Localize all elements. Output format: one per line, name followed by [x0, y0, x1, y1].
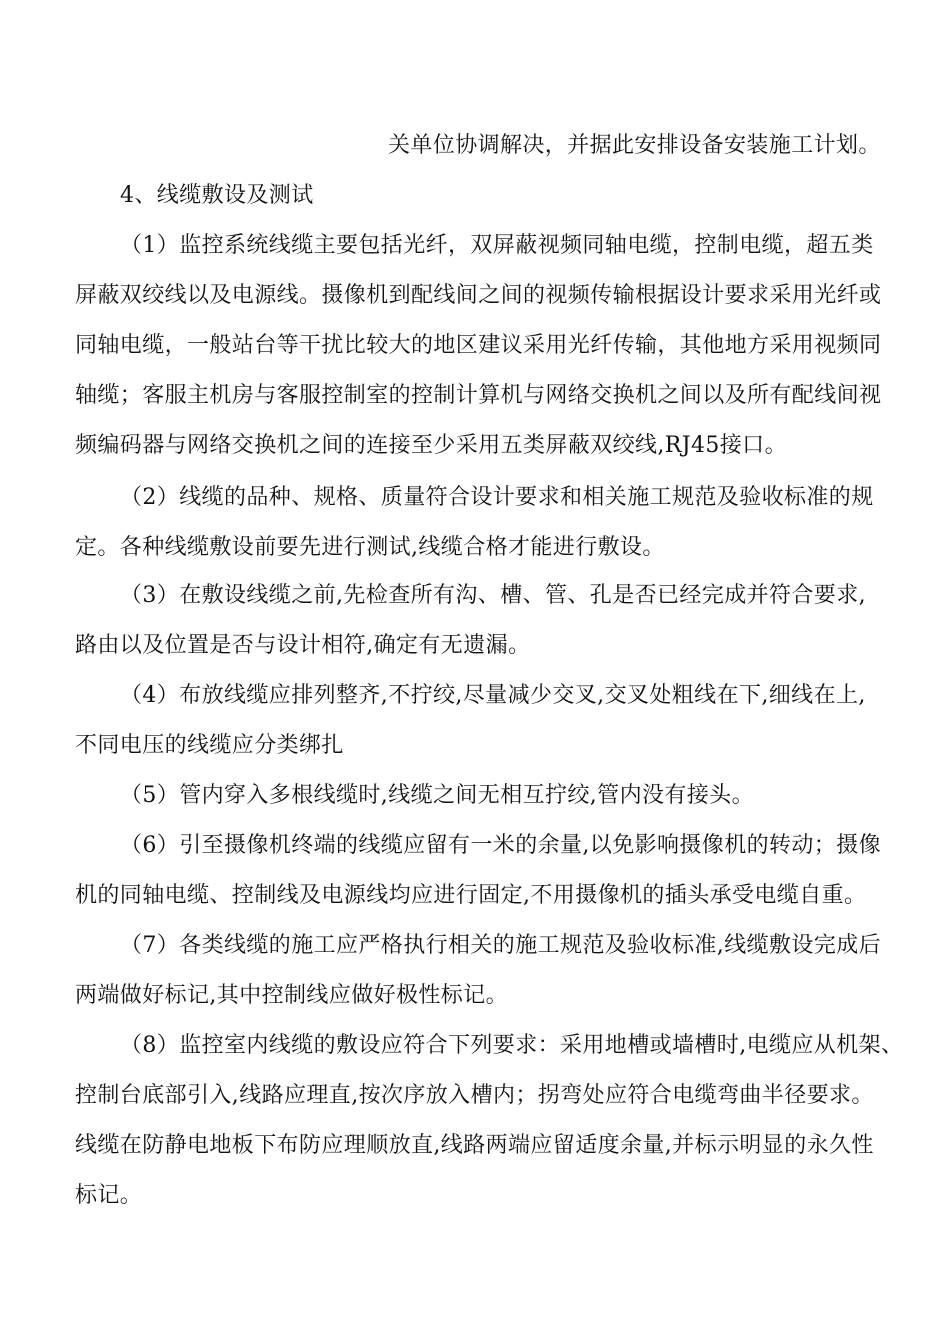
paragraph-1-line-2: 屏蔽双绞线以及电源线。摄像机到配线间之间的视频传输根据设计要求采用光纤或 — [75, 283, 882, 308]
paragraph-1-line-3: 同轴电缆，一般站台等干扰比较大的地区建议采用光纤传输，其他地方采用视频同 — [75, 333, 882, 358]
paragraph-1-line-4: 轴缆；客服主机房与客服控制室的控制计算机与网络交换机之间以及所有配线间视 — [75, 383, 882, 408]
paragraph-5-line-1: （5）管内穿入多根线缆时,线缆之间无相互拧绞,管内没有接头。 — [120, 783, 754, 808]
paragraph-8-line-4: 标记。 — [75, 1183, 143, 1208]
paragraph-3-line-1: （3）在敷设线缆之前,先检查所有沟、槽、管、孔是否已经完成并符合要求, — [120, 583, 866, 608]
paragraph-3-line-2: 路由以及位置是否与设计相符,确定有无遗漏。 — [75, 633, 531, 658]
paragraph-4-line-1: （4）布放线缆应排列整齐,不拧绞,尽量减少交叉,交叉处粗线在下,细线在上, — [120, 683, 866, 708]
paragraph-1-line-1: （1）监控系统线缆主要包括光纤，双屏蔽视频同轴电缆，控制电缆，超五类 — [120, 233, 874, 258]
paragraph-8-line-2: 控制台底部引入,线路应理直,按次序放入槽内；拐弯处应符合电缆弯曲半径要求。 — [75, 1083, 874, 1108]
continuation-line: 关单位协调解决，并据此安排设备安装施工计划。 — [388, 133, 881, 158]
paragraph-7-line-1: （7）各类线缆的施工应严格执行相关的施工规范及验收标准,线缆敷设完成后 — [120, 933, 881, 958]
section-heading: 4、线缆敷设及测试 — [120, 183, 314, 208]
paragraph-2-line-2: 定。各种线缆敷设前要先进行测试,线缆合格才能进行敷设。 — [75, 535, 665, 560]
paragraph-6-line-2: 机的同轴电缆、控制线及电源线均应进行固定,不用摄像机的插头承受电缆自重。 — [75, 883, 867, 908]
paragraph-1-line-5: 频编码器与网络交换机之间的连接至少采用五类屏蔽双绞线,RJ45接口。 — [75, 433, 787, 458]
paragraph-8-line-1: （8）监控室内线缆的敷设应符合下列要求：采用地槽或墙槽时,电缆应从机架、 — [120, 1033, 904, 1058]
paragraph-6-line-1: （6）引至摄像机终端的线缆应留有一米的余量,以免影响摄像机的转动；摄像 — [120, 833, 881, 858]
paragraph-7-line-2: 两端做好标记,其中控制线应做好极性标记。 — [75, 983, 508, 1008]
paragraph-8-line-3: 线缆在防静电地板下布防应理顺放直,线路两端应留适度余量,并标示明显的永久性 — [75, 1133, 874, 1158]
paragraph-4-line-2: 不同电压的线缆应分类绑扎 — [75, 733, 344, 758]
paragraph-2-line-1: （2）线缆的品种、规格、质量符合设计要求和相关施工规范及验收标准的规 — [120, 485, 874, 510]
